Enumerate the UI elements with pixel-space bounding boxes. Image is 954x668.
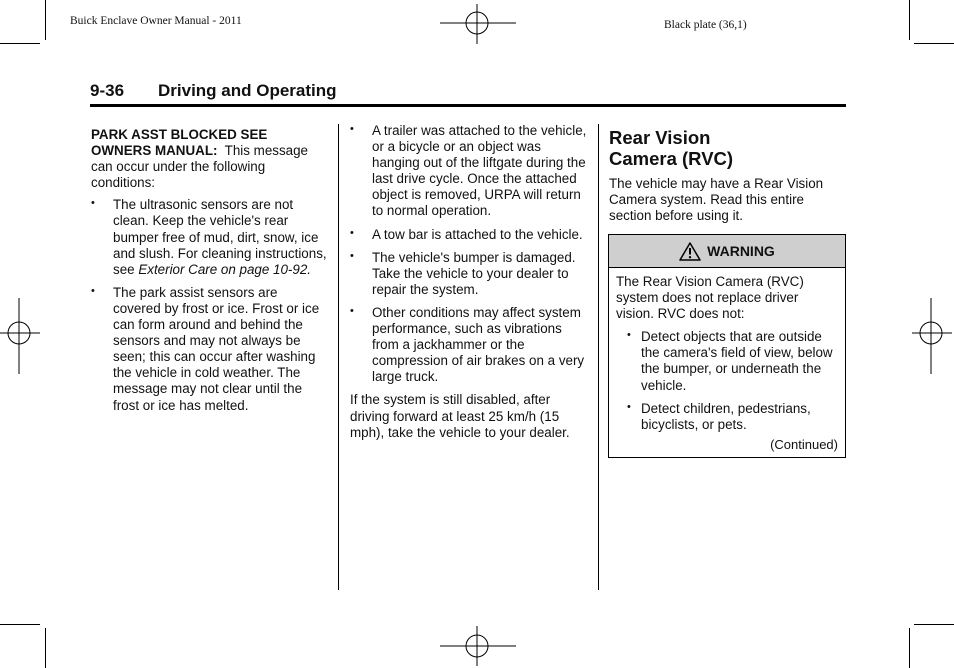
- list-item-text: Other conditions may affect system performance, such as vibrations from a jackhammer or the compression of air brakes on a very large truck.: [372, 304, 585, 385]
- heading-line-1: Rear Vision: [609, 127, 711, 148]
- bullet-icon: •: [91, 284, 95, 297]
- section-title: Driving and Operating: [158, 81, 337, 100]
- crop-mark: [0, 624, 40, 625]
- list-item-text: A trailer was attached to the vehicle, or a bicycle or an object was hanging out of the liftgate during the last drive cycle. Once the attached object is removed, URPA will return to normal operation.: [372, 123, 587, 219]
- column-1: [91, 127, 327, 414]
- list-item: [350, 123, 588, 220]
- manual-title: Buick Enclave Owner Manual - 2011: [70, 15, 242, 27]
- list-item: [91, 285, 327, 414]
- list-item: [350, 250, 588, 298]
- crop-mark: [909, 628, 910, 668]
- list-item-text: Detect objects that are outside the camera's field of view, below the bumper, or underneath the vehicle.: [641, 329, 833, 393]
- crop-mark: [45, 628, 46, 668]
- column-divider: [338, 124, 339, 590]
- plate-label: Black plate (36,1): [664, 19, 747, 31]
- warning-label: WARNING: [707, 243, 775, 259]
- list-item-text: A tow bar is attached to the vehicle.: [372, 226, 583, 242]
- bullet-icon: •: [350, 249, 354, 262]
- bullet-icon: •: [91, 197, 95, 210]
- message-intro: [91, 127, 327, 191]
- list-item-text: The park assist sensors are covered by frost or ice. Frost or ice can form around and behind the sensors and may not always be seen; this can occur after washing the vehicle in cold weather. The message may not clear until the frost or ice has melted.: [113, 284, 320, 413]
- list-item-text: Detect children, pedestrians, bicyclists, or pets.: [641, 400, 811, 432]
- subsection-heading: [609, 127, 847, 169]
- crop-mark: [914, 624, 954, 625]
- warning-box: [608, 234, 846, 458]
- registration-mark-right: [912, 298, 952, 374]
- list-item: [616, 401, 838, 433]
- registration-mark-left: [0, 298, 40, 374]
- list-item-text: The ultrasonic sensors are not clean. Keep the vehicle's rear bumper free of mud, dirt, snow, ice and slush. For cleaning instructions, see: [113, 197, 327, 277]
- bullet-icon: •: [627, 329, 631, 342]
- crop-mark: [0, 43, 40, 44]
- bullet-icon: •: [627, 400, 631, 413]
- page-number: 9-36: [90, 81, 125, 100]
- crop-mark: [909, 0, 910, 40]
- crop-mark: [914, 43, 954, 44]
- list-item: [350, 227, 588, 243]
- registration-mark-top: [440, 4, 516, 44]
- crop-mark: [45, 0, 46, 40]
- list-item: [616, 329, 838, 393]
- warning-body: [609, 268, 845, 453]
- continued-label: (Continued): [770, 436, 838, 452]
- closing-paragraph: If the system is still disabled, after driving forward at least 25 km/h (15 mph), take the vehicle to your dealer.: [350, 392, 570, 440]
- warning-header: [609, 235, 845, 268]
- column-3: [609, 127, 847, 224]
- bullet-icon: •: [350, 304, 354, 317]
- warning-text: The Rear Vision Camera (RVC) system does not replace driver vision. RVC does not:: [616, 274, 804, 322]
- rvc-intro: The vehicle may have a Rear Vision Camera system. Read this entire section before using it.: [609, 176, 824, 224]
- cross-reference: Exterior Care on page 10-92.: [138, 261, 312, 277]
- message-intro-text: This message can occur under the following conditions:: [91, 143, 309, 191]
- heading-line-2: Camera (RVC): [609, 148, 734, 169]
- list-item-text: The vehicle's bumper is damaged. Take the vehicle to your dealer to repair the system.: [372, 249, 576, 297]
- column-2: [350, 123, 588, 441]
- section-header: [90, 80, 846, 107]
- bullet-icon: •: [350, 123, 354, 135]
- list-item: [350, 305, 588, 385]
- bullet-icon: •: [350, 226, 354, 239]
- column-divider: [598, 124, 599, 590]
- list-item: [91, 197, 327, 277]
- warning-triangle-icon: [679, 242, 701, 261]
- registration-mark-bottom: [440, 626, 516, 666]
- message-label: PARK ASST BLOCKED SEE OWNERS MANUAL:: [91, 127, 268, 159]
